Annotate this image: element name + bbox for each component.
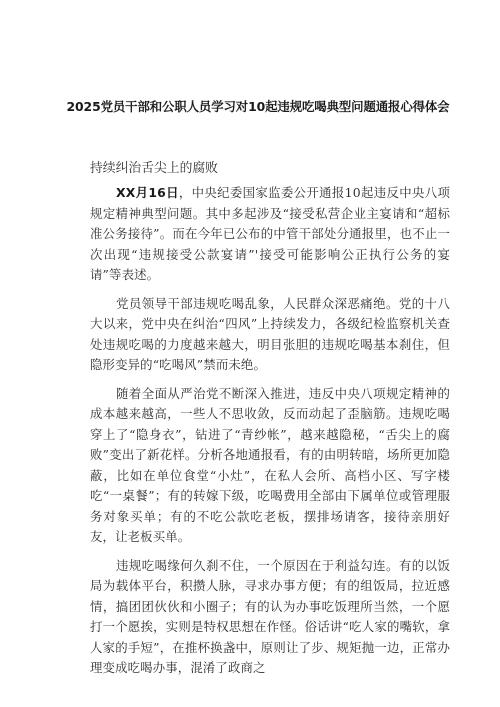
paragraph-1-text: ，中央纪委国家监委公开通报10起违反中央八项规定精神典型问题。其中多起涉及“接受私营企业主宴请和“超标准公务接待”。而在今年已公布的中管干部处分通报里，也不止一次出现“违规接受公款宴请”'接受可能影响公正执行公务的宴请”等表述。 xyxy=(90,185,451,282)
document-title: 2025党员干部和公职人员学习对10起违规吃喝典型问题通报心得体会 xyxy=(66,99,450,114)
document-body xyxy=(90,183,450,679)
paragraph-1 xyxy=(90,183,450,286)
paragraph-3: 随着全面从严治党不断深入推进，违反中央八项规定精神的成本越来越高，一些人不思收敛，反而动起了歪脑筋。违规吃喝穿上了“隐身衣”，钻进了“青纱帐”，越来越隐秘，“舌尖上的腐败”变出了新花样。分析各地通报看，有的由明转暗，场所更加隐蔽，比如在单位食堂“小灶”，在私人会所、高档小区、写字楼吃“一桌餐”；有的转嫁下级，吃喝费用全部由下属单位或管理服务对象买单；有的不吃公款吃老板，摆排场请客，接待亲朋好友，让老板买单。 xyxy=(90,385,450,544)
section-subheading: 持续纠治舌尖上的腐败 xyxy=(90,161,218,176)
paragraph-4: 违规吃喝缘何久刹不住，一个原因在于利益勾连。有的以饭局为载体平台，积攒人脉，寻求办事方便；有的组饭局，拉近感情，搞团团伙伙和小圈子；有的认为办事吃饭理所当然，一个愿打一个愿挨，实则是特权思想在作怪。俗话讲“吃人家的嘴软，拿人家的手短”，在推杯换盏中，原则让了步、规矩抛一边，正常办理变成吃喝办事，混淆了政商之 xyxy=(90,557,450,675)
paragraph-2: 党员领导干部违规吃喝乱象，人民群众深恶痛绝。党的十八大以来，党中央在纠治“四风”上持续发力，各级纪检监察机关查处违规吃喝的力度越来越大，明目张胆的违规吃喝基本刹住，但隐形变异的“吃喝风”禁而未绝。 xyxy=(90,295,450,372)
paragraph-1-lead: XX月16日 xyxy=(116,185,179,200)
